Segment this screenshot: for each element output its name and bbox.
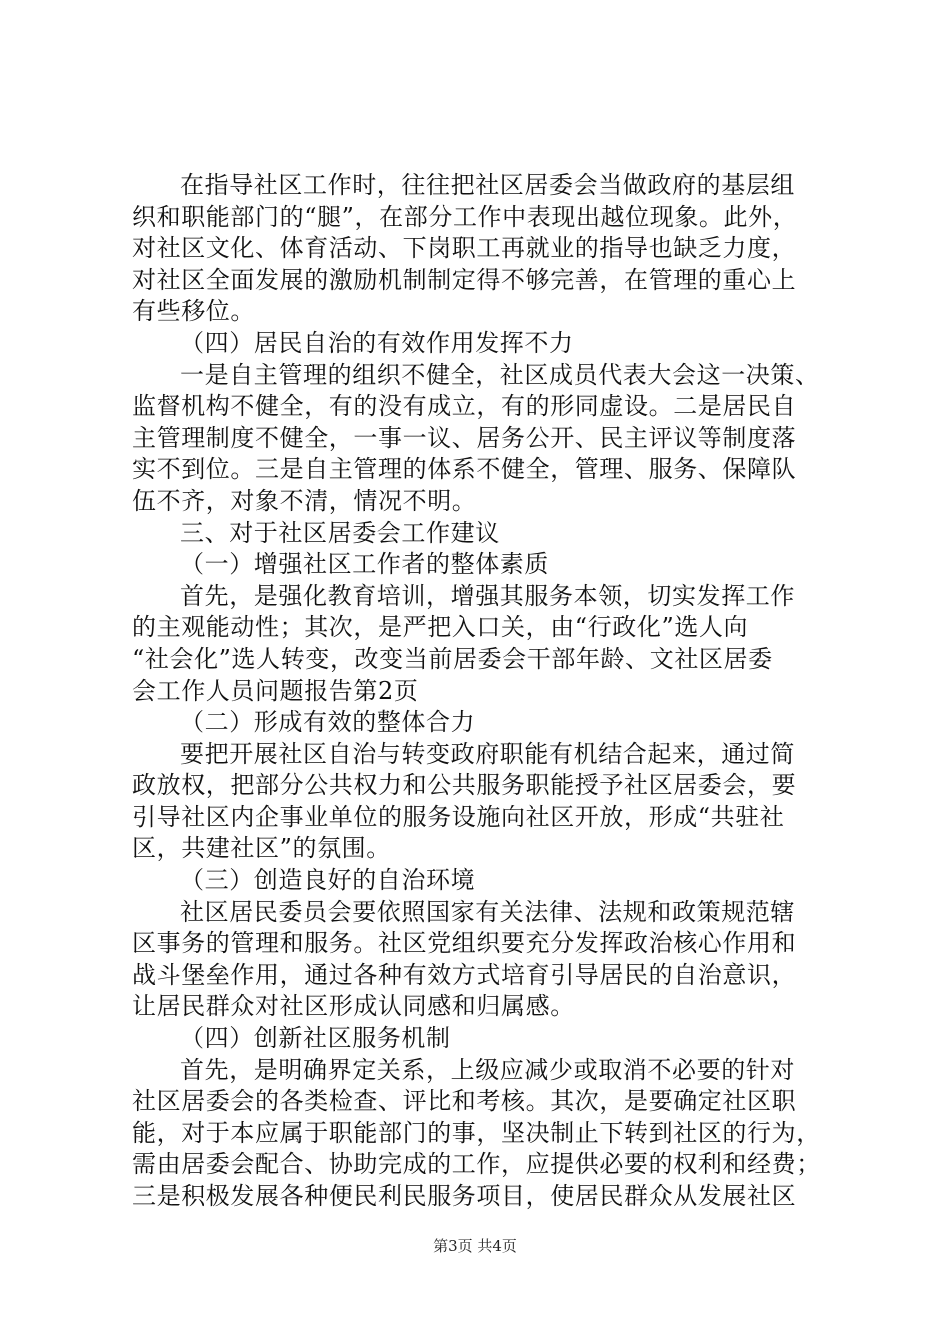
- text-line: 社区居民委员会要依照国家有关法律、法规和政策规范辖: [180, 897, 795, 926]
- text-line: 引导社区内企事业单位的服务设施向社区开放，形成“共驻社: [132, 802, 785, 831]
- text-line: 实不到位。三是自主管理的体系不健全，管理、服务、保障队: [132, 455, 797, 484]
- section-heading: （一）增强社区工作者的整体素质: [180, 550, 549, 579]
- text-line: 要把开展社区自治与转变政府职能有机结合起来，通过简: [180, 739, 795, 768]
- section-heading: 三、对于社区居委会工作建议: [180, 518, 500, 547]
- text-line: “社会化”选人转变，改变当前居委会干部年龄、文社区居委: [132, 644, 773, 673]
- text-line: 首先，是强化教育培训，增强其服务本领，切实发挥工作: [180, 581, 795, 610]
- text-line: 能，对于本应属于职能部门的事，坚决制止下转到社区的行为，: [132, 1118, 821, 1147]
- text-line: 首先，是明确界定关系，上级应减少或取消不必要的针对: [180, 1055, 795, 1084]
- text-line: 三是积极发展各种便民利民服务项目，使居民群众从发展社区: [132, 1182, 797, 1210]
- text-line: 对社区全面发展的激励机制制定得不够完善，在管理的重心上: [132, 265, 797, 294]
- text-line: 对社区文化、体育活动、下岗职工再就业的指导也缺乏力度，: [132, 234, 797, 263]
- text-line: 的主观能动性；其次，是严把入口关，由“行政化”选人向: [132, 613, 749, 642]
- document-body: [132, 170, 832, 1213]
- text-line: 有些移位。: [132, 297, 255, 326]
- text-line: 伍不齐，对象不清，情况不明。: [132, 486, 477, 515]
- page-number: 第3页 共4页: [433, 1237, 517, 1255]
- text-line: 织和职能部门的“腿”，在部分工作中表现出越位现象。此外，: [132, 202, 798, 231]
- text-line: 战斗堡垒作用，通过各种有效方式培育引导居民的自治意识，: [132, 960, 797, 989]
- text-line: 在指导社区工作时，往往把社区居委会当做政府的基层组: [180, 171, 795, 199]
- text-line: 区事务的管理和服务。社区党组织要充分发挥政治核心作用和: [132, 929, 797, 958]
- text-line: 社区居委会的各类检查、评比和考核。其次，是要确定社区职: [132, 1087, 797, 1116]
- text-line: 会工作人员问题报告第2页: [132, 676, 419, 705]
- section-heading: （二）形成有效的整体合力: [180, 708, 476, 737]
- section-heading: （四）居民自治的有效作用发挥不力: [180, 328, 574, 357]
- text-line: 政放权，把部分公共权力和公共服务职能授予社区居委会，要: [132, 771, 797, 800]
- text-line: 区，共建社区”的氛围。: [132, 834, 391, 863]
- text-line: 主管理制度不健全，一事一议、居务公开、民主评议等制度落: [132, 423, 797, 452]
- text-line: 监督机构不健全，有的没有成立，有的形同虚设。二是居民自: [132, 392, 797, 421]
- text-line: 需由居委会配合、协助完成的工作，应提供必要的权利和经费；: [132, 1150, 821, 1179]
- text-line: 让居民群众对社区形成认同感和归属感。: [132, 992, 575, 1021]
- section-heading: （四）创新社区服务机制: [180, 1024, 451, 1053]
- text-line: 一是自主管理的组织不健全，社区成员代表大会这一决策、: [180, 360, 820, 389]
- page-footer: [0, 1235, 950, 1256]
- section-heading: （三）创造良好的自治环境: [180, 866, 476, 895]
